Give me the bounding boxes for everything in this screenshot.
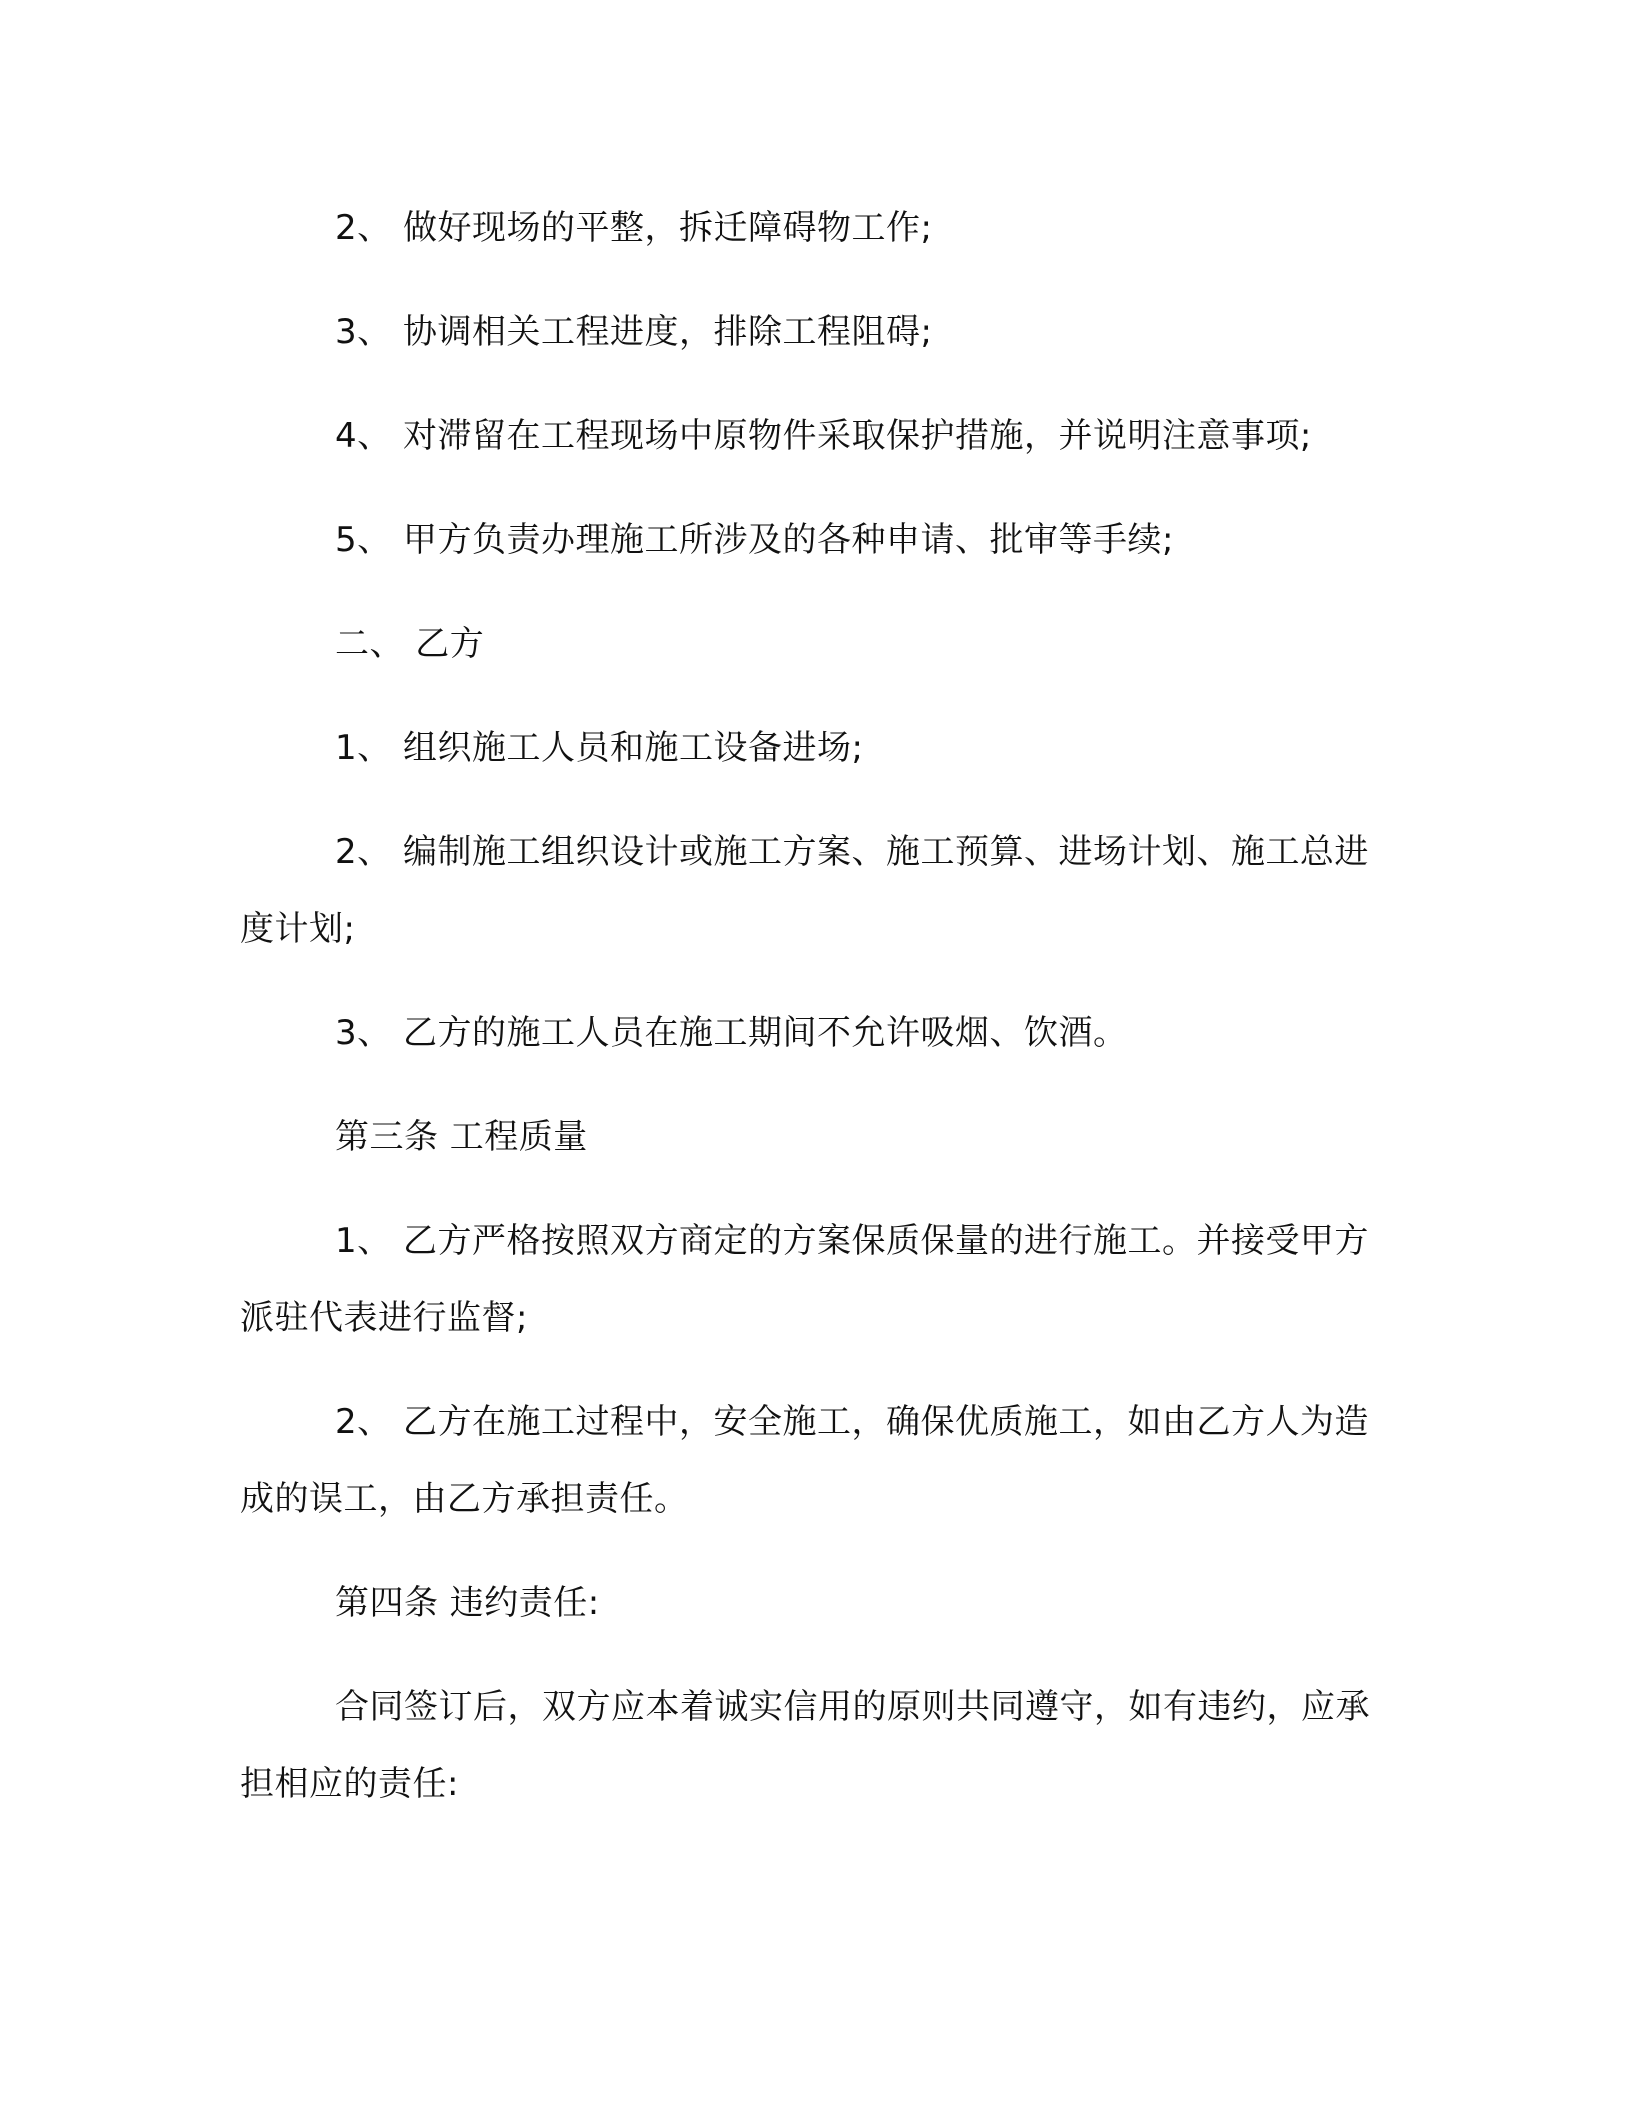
paragraph-item-3-coordinate-progress: 3、 协调相关工程进度，排除工程阻碍;: [335, 312, 933, 352]
paragraph-liability-statement: 合同签订后，双方应本着诚实信用的原则共同遵守，如有违约，应承担相应的责任:: [240, 1687, 1370, 1804]
paragraph-item-1-personnel-entry: 1、 组织施工人员和施工设备进场;: [335, 728, 864, 768]
document-body: [240, 190, 1380, 1850]
paragraph-item-3-no-smoking: 3、 乙方的施工人员在施工期间不允许吸烟、饮酒。: [335, 1013, 1128, 1053]
paragraph-item-4-protect-objects: 4、 对滞留在工程现场中原物件采取保护措施，并说明注意事项;: [335, 416, 1312, 456]
paragraph-item-2-site-leveling: 2、 做好现场的平整，拆迁障碍物工作;: [335, 208, 933, 248]
paragraph-item-2-safety-responsibility: 2、 乙方在施工过程中，安全施工，确保优质施工，如由乙方人为造成的误工，由乙方承担责任。: [240, 1402, 1369, 1519]
article-heading-quality: 第三条 工程质量: [335, 1117, 588, 1157]
paragraph-item-5-permits: 5、 甲方负责办理施工所涉及的各种申请、批审等手续;: [335, 520, 1174, 560]
paragraph-item-2-construction-plan: 2、 编制施工组织设计或施工方案、施工预算、进场计划、施工总进度计划;: [240, 832, 1369, 949]
article-heading-liability: 第四条 违约责任:: [335, 1583, 600, 1623]
paragraph-item-1-quality-supervision: 1、 乙方严格按照双方商定的方案保质保量的进行施工。并接受甲方派驻代表进行监督;: [240, 1221, 1369, 1338]
section-heading-party-b: 二、 乙方: [335, 624, 485, 664]
